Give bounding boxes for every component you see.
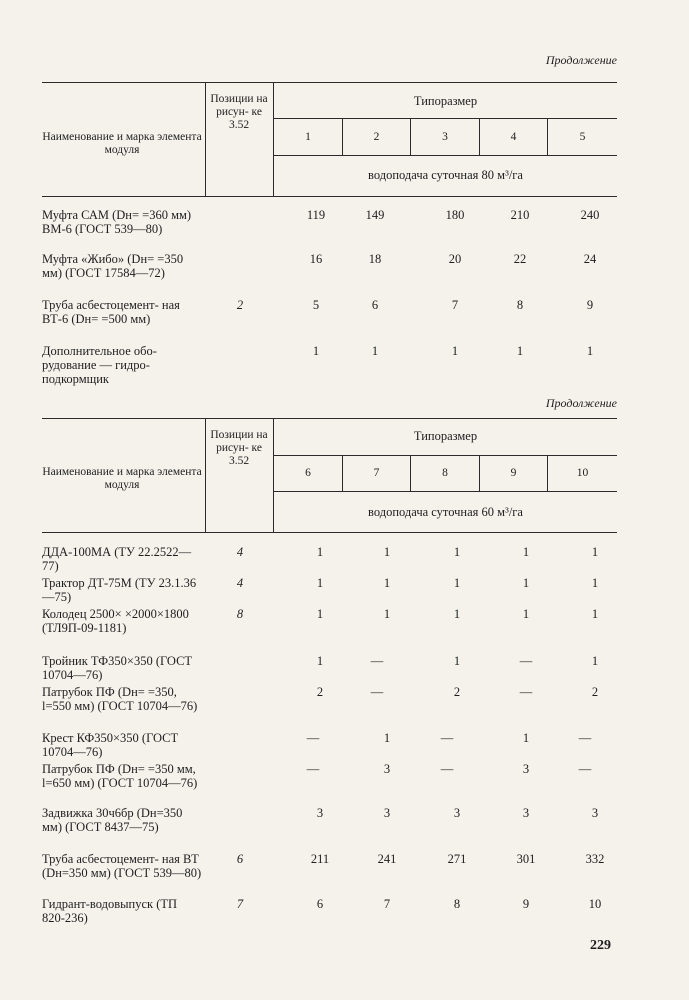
table-cell: 2 [453, 685, 461, 699]
table-cell: — [440, 731, 454, 745]
table-cell: 3 [453, 806, 461, 820]
table-cell: 18 [368, 252, 382, 266]
table-row-position: 6 [236, 852, 244, 866]
table1-size: 3 [442, 131, 448, 143]
table-cell: 3 [522, 762, 530, 776]
table-cell: 1 [591, 576, 599, 590]
table-cell: 241 [377, 852, 397, 866]
table-cell: 1 [516, 344, 524, 358]
table1-size: 1 [305, 131, 311, 143]
table-cell: 20 [448, 252, 462, 266]
table-row-name: Гидрант-водовыпуск (ТП 820-236) [42, 897, 178, 925]
table-row-name: Задвижка 30ч6бр (Dн=350 мм) (ГОСТ 8437—75) [42, 806, 183, 834]
table1-type-header: Типоразмер [413, 94, 478, 108]
table1-size: 5 [579, 131, 586, 143]
table-row-position: 2 [236, 298, 244, 312]
table-row-name: Муфта «Жибо» (Dн= =350 мм) (ГОСТ 17584—72) [42, 252, 184, 280]
table-cell: 240 [580, 208, 600, 222]
table-cell: 1 [591, 545, 599, 559]
table-row-name: ДДА-100МА (ТУ 22.2522—77) [42, 545, 192, 573]
table-row-name: Патрубок ПФ (Dн= =350 мм, l=650 мм) (ГОСТ 10704—76) [42, 762, 198, 790]
table1-size-bottom [273, 155, 617, 156]
table-cell: 1 [522, 607, 530, 621]
table-cell: 6 [371, 298, 379, 312]
table1-size-top [273, 118, 617, 119]
page-number: 229 [590, 938, 611, 953]
table1-pos-header: Позиции на рисун- ке 3.52 [210, 93, 268, 131]
table1-size: 2 [373, 131, 380, 143]
table-cell: 149 [365, 208, 385, 222]
table-cell: 1 [316, 576, 324, 590]
table2-size: 6 [305, 467, 311, 479]
table-row-name: Труба асбестоцемент- ная ВТ (Dн=350 мм) (ГОСТ 539—80) [42, 852, 202, 880]
table2-top-rule [42, 418, 617, 419]
table-cell: 119 [306, 208, 326, 222]
table-cell: 271 [447, 852, 467, 866]
table2-pos-header: Позиции на рисун- ке 3.52 [210, 429, 268, 467]
table1-name-header: Наименование и марка элемента модуля [42, 131, 202, 156]
table-row-name: Крест КФ350×350 (ГОСТ 10704—76) [42, 731, 179, 759]
table2-size: 9 [510, 467, 517, 479]
table-row-name: Трактор ДТ-75М (ТУ 23.1.36—75) [42, 576, 197, 604]
table-cell: 3 [316, 806, 324, 820]
table-cell: 1 [371, 344, 379, 358]
table-cell: 1 [453, 545, 461, 559]
table-cell: 24 [583, 252, 597, 266]
table-cell: 9 [522, 897, 530, 911]
table-row-name: Дополнительное обо- рудование — гидро- подкормщик [42, 344, 157, 386]
table-cell: — [519, 654, 533, 668]
table-row-name: Муфта САМ (Dн= =360 мм) ВМ-6 (ГОСТ 539—80) [42, 208, 192, 236]
table-cell: 1 [312, 344, 320, 358]
table-cell: 1 [453, 607, 461, 621]
table-row-position: 7 [236, 897, 244, 911]
table-cell: 180 [445, 208, 465, 222]
table-cell: 7 [451, 298, 459, 312]
table2-size-top [273, 455, 617, 456]
table-cell: 1 [586, 344, 594, 358]
table-row-name: Колодец 2500× ×2000×1800 (ТЛ9П-09-1181) [42, 607, 189, 635]
table-cell: 7 [383, 897, 391, 911]
table-cell: 1 [383, 576, 391, 590]
table-cell: 1 [591, 654, 599, 668]
table2-supply-header: водоподача суточная 60 м³/га [368, 505, 523, 519]
table-row-name: Тройник ТФ350×350 (ГОСТ 10704—76) [42, 654, 193, 682]
table-cell: — [370, 654, 384, 668]
table-cell: 22 [513, 252, 527, 266]
table-cell: — [440, 762, 454, 776]
continuation-label-1: Продолжение [545, 53, 617, 67]
table-cell: 8 [516, 298, 524, 312]
table-cell: 1 [453, 576, 461, 590]
table2-header-bottom-rule [42, 532, 617, 533]
table-row-name: Труба асбестоцемент- ная ВТ-6 (Dн= =500 мм) [42, 298, 180, 326]
table-cell: 9 [586, 298, 594, 312]
table2-type-header: Типоразмер [413, 429, 478, 443]
table-cell: 1 [591, 607, 599, 621]
table-row-position: 4 [236, 545, 244, 559]
table2-size: 8 [442, 467, 448, 479]
table-cell: 1 [522, 731, 530, 745]
table-cell: 1 [316, 545, 324, 559]
table-cell: 332 [585, 852, 605, 866]
table-cell: 301 [516, 852, 536, 866]
continuation-label-2: Продолжение [545, 396, 617, 410]
table1-size: 4 [510, 131, 517, 143]
table1-supply-header: водоподача суточная 80 м³/га [368, 168, 523, 182]
table-cell: 10 [588, 897, 602, 911]
table-cell: 3 [591, 806, 599, 820]
table-cell: 1 [383, 545, 391, 559]
table1-top-rule [42, 82, 617, 83]
table-row-position: 8 [236, 607, 244, 621]
table-cell: 6 [316, 897, 324, 911]
table-cell: — [306, 731, 320, 745]
table-cell: — [578, 731, 592, 745]
table-cell: — [578, 762, 592, 776]
table-cell: 5 [312, 298, 320, 312]
table-row-position: 4 [236, 576, 244, 590]
table-cell: 1 [316, 607, 324, 621]
table2-size: 7 [373, 467, 380, 479]
table-cell: 16 [309, 252, 323, 266]
table2-size: 10 [576, 467, 589, 479]
table-cell: — [519, 685, 533, 699]
table-cell: 1 [316, 654, 324, 668]
table-cell: 2 [591, 685, 599, 699]
table-cell: 1 [453, 654, 461, 668]
table2-name-header: Наименование и марка элемента модуля [42, 466, 202, 491]
table-cell: — [306, 762, 320, 776]
table2-size-bottom [273, 491, 617, 492]
table-cell: 211 [310, 852, 330, 866]
table-cell: 8 [453, 897, 461, 911]
table-cell: 3 [522, 806, 530, 820]
table-cell: 210 [510, 208, 530, 222]
table-cell: 1 [451, 344, 459, 358]
table-row-name: Патрубок ПФ (Dн= =350, l=550 мм) (ГОСТ 10704—76) [42, 685, 198, 713]
table-cell: — [370, 685, 384, 699]
table-cell: 3 [383, 762, 391, 776]
table-cell: 1 [383, 731, 391, 745]
table-cell: 2 [316, 685, 324, 699]
table1-header-bottom-rule [42, 196, 617, 197]
table-cell: 1 [522, 576, 530, 590]
table-cell: 1 [383, 607, 391, 621]
table-cell: 3 [383, 806, 391, 820]
table-cell: 1 [522, 545, 530, 559]
